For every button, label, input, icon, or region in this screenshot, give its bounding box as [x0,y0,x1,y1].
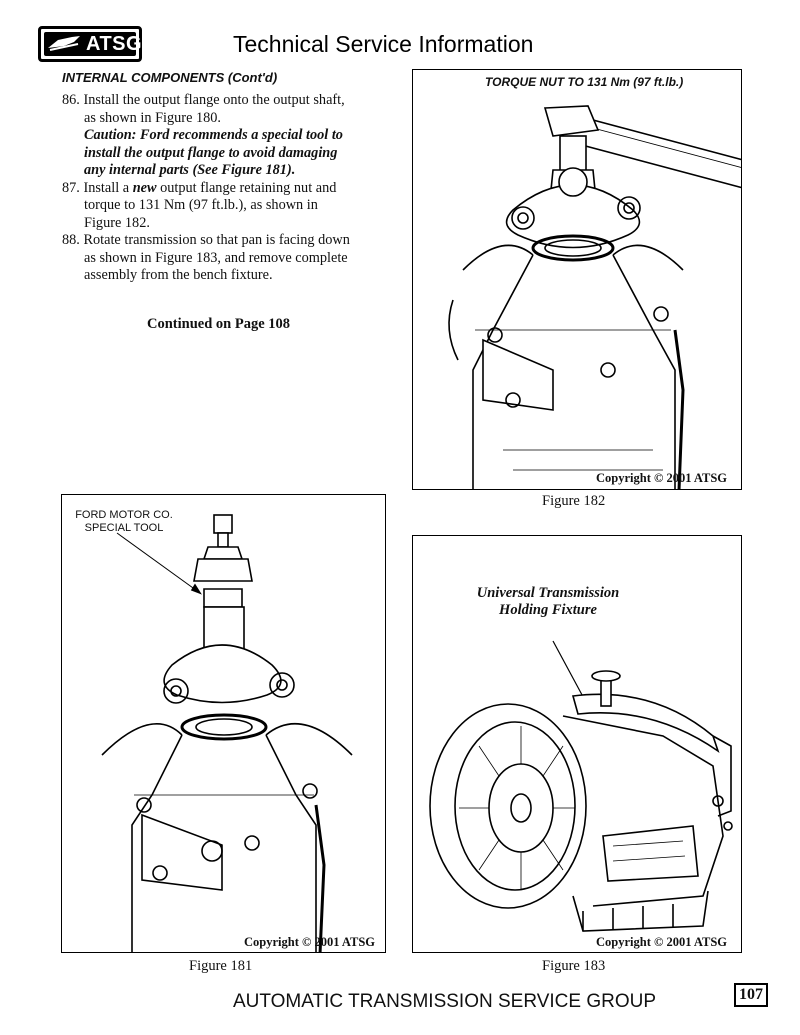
step-text: as shown in Figure 180. [84,109,222,126]
step-text: torque to 131 Nm (97 ft.lb.), as shown in [84,197,318,213]
fixture-label-line: Holding Fixture [499,602,597,618]
special-tool-illustration [62,495,386,953]
figure-181-copyright: Copyright © 2001 ATSG [244,935,375,949]
step-text: Rotate transmission so that pan is facing down [83,232,350,248]
fixture-label-line: Universal Transmission [476,585,620,601]
step-text: Install the output flange onto the output shaft, [83,92,345,108]
figure-183-frame [412,535,742,953]
figure-181-caption: Figure 181 [189,958,253,974]
callout-line: SPECIAL TOOL [84,522,164,534]
step-text: Install a [83,179,133,196]
logo-text: ATSG [86,33,143,55]
footer-text: AUTOMATIC TRANSMISSION SERVICE GROUP [233,991,656,1012]
continued-note: Continued on Page 108 [147,316,291,332]
step-number: 87. [62,179,80,196]
atsg-logo [38,26,142,62]
figure-182-frame [412,69,742,490]
figure-183-copyright: Copyright © 2001 ATSG [596,935,727,949]
figure-181-frame [61,494,386,953]
step-86 [62,92,374,180]
instruction-steps [62,92,374,285]
step-87 [62,180,374,233]
step-number: 86. [62,92,80,108]
figure-183-caption: Figure 183 [542,958,606,974]
step-text: output flange retaining nut and [156,179,337,196]
caution-text: Caution: Ford recommends a special tool to [84,127,343,143]
caution-text: any internal parts (See Figure 181). [84,162,296,178]
step-text: as shown in Figure 183, and remove complete [84,249,348,266]
special-tool-callout [70,509,178,535]
section-title: INTERNAL COMPONENTS (Cont'd) [62,70,278,85]
emphasis-new: new [132,179,157,196]
figure-182-title: TORQUE NUT TO 131 Nm (97 ft.lb.) [485,75,684,89]
step-number: 88. [62,232,80,248]
callout-line: FORD MOTOR CO. [75,509,173,521]
torque-wrench-illustration [413,70,742,490]
step-text: Figure 182. [84,214,150,231]
page-title: Technical Service Information [233,31,534,57]
figure-182-copyright: Copyright © 2001 ATSG [596,471,727,485]
step-text: assembly from the bench fixture. [84,267,273,283]
step-88 [62,232,374,285]
fixture-label [443,585,653,619]
figure-182-caption: Figure 182 [542,493,606,509]
page-number: 107 [734,983,768,1007]
caution-text: install the output flange to avoid damaging [84,144,338,161]
car-icon [44,32,84,56]
